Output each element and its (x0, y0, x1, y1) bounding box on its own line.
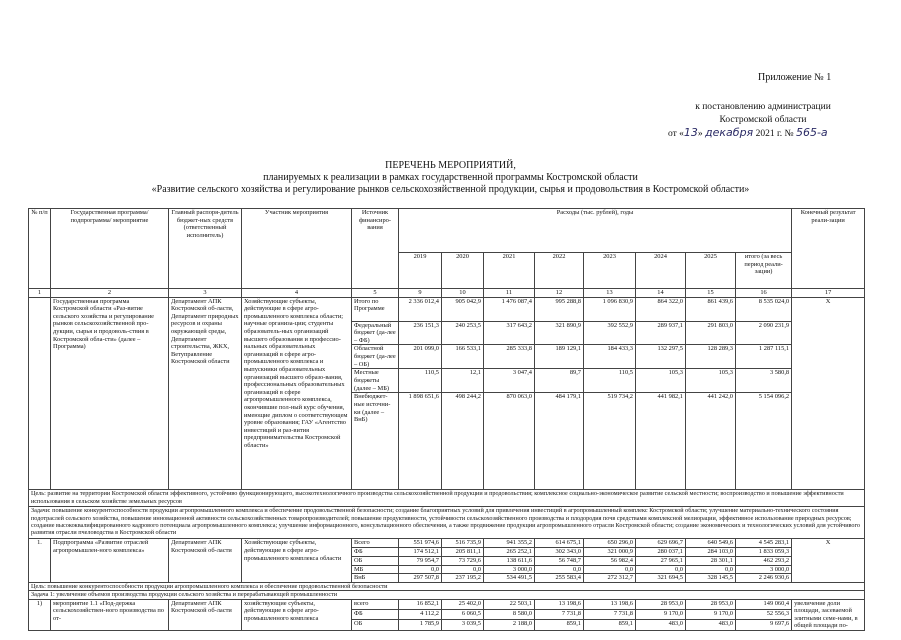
program-name: Государственная программа Костромской области «Раз-витие сельского хозяйства и регулирование рынков сельскохозяйственной про-дукции, сырья и продоволь-ствия в Костромской обла-сти» (далее – Программа) (51, 297, 169, 490)
year-2022: 2022 (535, 253, 584, 289)
value-cell: 289 937,1 (636, 321, 686, 345)
value-cell: 8 535 024,0 (736, 297, 792, 321)
source-cell: ВнБ (352, 574, 399, 583)
value-cell: 201 099,0 (399, 345, 442, 369)
value-cell: 8 580,0 (484, 610, 535, 620)
value-cell: 1 898 651,6 (399, 393, 442, 490)
year-2020: 2020 (442, 253, 484, 289)
value-cell: 0,0 (636, 565, 686, 574)
value-cell: 0,0 (686, 565, 736, 574)
value-cell: 132 297,5 (636, 345, 686, 369)
appendix-line-2: Костромской области (719, 115, 807, 125)
value-cell: 614 675,1 (535, 539, 584, 548)
value-cell: 56 748,7 (535, 556, 584, 565)
value-cell: 7 731,8 (584, 610, 636, 620)
sub1-grbs: Департамент АПК Костромской об-ласти (169, 539, 242, 583)
col-num: 14 (636, 289, 686, 298)
col-num: 11 (484, 289, 535, 298)
value-cell: 551 974,6 (399, 539, 442, 548)
header-program: Государственная программа/ подпрограмма/ мероприятие (51, 209, 169, 289)
value-cell: 640 549,6 (686, 539, 736, 548)
value-cell: 13 198,6 (584, 599, 636, 609)
m11-name: мероприятие 1.1 «Под-держка сельскохозяйствен-ного производства по от- (51, 599, 169, 630)
program-row-total (29, 297, 865, 321)
program-tasks: Задачи: повышение конкурентоспособности продукции агропромышленного комплекса и обеспечение продовольственной безопасности; создание благоприятных условий для привлечения инвестиций в агропромышленный комплекс Костромской области; улучшение материально-технического состояния подотраслей сельского хозяйства, повышение инновационной активности сельскохозяйственных товаропроизводителей; повышение продуктивности, устойчивости сельскохозяйственного производства и плодородия почв средствами комплексной мелиорации, эффективное использование природных ресурсов; создание высококвалифицированного кадрового потенциала агропромышленного комплекса; улучшение информационного, консультационного обеспечения, а также продвижение продукции агропромышленного отрасли Костромской области; создание экономических и технологических условий для устойчивого развития отрасли пчеловодства в Костромской области (29, 507, 865, 539)
value-cell: 317 643,2 (484, 321, 535, 345)
value-cell: 25 402,0 (442, 599, 484, 609)
col-num: 17 (792, 289, 865, 298)
program-result: Х (792, 297, 865, 490)
value-cell: 516 735,9 (442, 539, 484, 548)
m11-participant: хозяйствующие субъекты, действующие в сфере агро-промышленного комплекса (242, 599, 352, 630)
tasks-row (29, 507, 865, 539)
value-cell: 27 965,1 (636, 556, 686, 565)
order-month: декабря (705, 126, 754, 139)
value-cell: 174 512,1 (399, 548, 442, 557)
order-day: 13 (683, 126, 698, 139)
m11-num: 1) (29, 599, 51, 630)
value-cell: 79 954,7 (399, 556, 442, 565)
heading-line-3: «Развитие сельского хозяйства и регулирование рынков сельскохозяйственной продукции, сырья и продовольствия в Костромской области» (151, 184, 750, 195)
value-cell: 321 890,9 (535, 321, 584, 345)
value-cell: 255 583,4 (535, 574, 584, 583)
value-cell: 859,1 (584, 620, 636, 630)
value-cell: 128 289,3 (686, 345, 736, 369)
goal2-row (29, 583, 865, 591)
value-cell: 519 734,2 (584, 393, 636, 490)
value-cell: 4 545 283,1 (736, 539, 792, 548)
value-cell: 498 244,2 (442, 393, 484, 490)
value-cell: 3 580,8 (736, 369, 792, 393)
value-cell: 28 953,0 (636, 599, 686, 609)
order-number: 565-а (795, 126, 828, 139)
order-date-line (668, 126, 828, 139)
col-num: 15 (686, 289, 736, 298)
value-cell: 534 491,5 (484, 574, 535, 583)
program-grbs: Департамент АПК Костромской об-ласти, Департамент природных ресурсов и охраны окружающей среды, Департамент строительства, ЖКХ, Ветуправление Костромской области (169, 297, 242, 490)
value-cell: 861 439,6 (686, 297, 736, 321)
value-cell: 52 556,3 (736, 610, 792, 620)
source-cell: Внебюджет-ные источни-ки (далее – ВнБ) (352, 393, 399, 490)
col-num: 1 (29, 289, 51, 298)
col-num: 2 (51, 289, 169, 298)
year-total: итого (за весь период реали-зации) (736, 253, 792, 289)
col-num: 9 (399, 289, 442, 298)
col-num: 10 (442, 289, 484, 298)
header-source: Источник финансиро-вания (352, 209, 399, 289)
appendix-lines (678, 101, 848, 127)
value-cell: 1 096 830,9 (584, 297, 636, 321)
value-cell: 4 112,2 (399, 610, 442, 620)
header-row (29, 209, 865, 253)
value-cell: 205 811,1 (442, 548, 484, 557)
source-cell: всего (352, 599, 399, 609)
order-from: от « (668, 129, 684, 139)
sub1-participant: Хозяйствующие субъекты, действующие в сфере агро-промышленного комплекса области (242, 539, 352, 583)
appendix-title: Приложение № 1 (758, 72, 832, 83)
program-num-cell (29, 297, 51, 490)
sub1-result: Х (792, 539, 865, 583)
value-cell: 483,0 (636, 620, 686, 630)
col-num: 12 (535, 289, 584, 298)
value-cell: 236 151,3 (399, 321, 442, 345)
value-cell: 12,1 (442, 369, 484, 393)
value-cell: 1 476 087,4 (484, 297, 535, 321)
m11-result: увеличение доли площади, засеваемой элитными семе-нами, в общей площади по- (792, 599, 865, 630)
value-cell: 3 000,0 (736, 565, 792, 574)
value-cell: 321 000,9 (584, 548, 636, 557)
column-number-row (29, 289, 865, 298)
value-cell: 89,7 (535, 369, 584, 393)
value-cell: 1 785,9 (399, 620, 442, 630)
value-cell: 302 343,0 (535, 548, 584, 557)
value-cell: 321 694,5 (636, 574, 686, 583)
value-cell: 13 198,6 (535, 599, 584, 609)
value-cell: 149 060,4 (736, 599, 792, 609)
order-year: 2021 г. № (753, 129, 796, 139)
value-cell: 7 731,8 (535, 610, 584, 620)
source-cell: Областной бюджет (да-лее – ОБ) (352, 345, 399, 369)
col-num: 16 (736, 289, 792, 298)
value-cell: 166 533,1 (442, 345, 484, 369)
value-cell: 629 696,7 (636, 539, 686, 548)
value-cell: 2 090 231,9 (736, 321, 792, 345)
value-cell: 284 103,0 (686, 548, 736, 557)
value-cell: 483,0 (686, 620, 736, 630)
value-cell: 905 042,9 (442, 297, 484, 321)
header-grbs: Главный распоря-дитель бюджет-ных средств (ответственный исполнитель) (169, 209, 242, 289)
value-cell: 0,0 (584, 565, 636, 574)
value-cell: 56 982,4 (584, 556, 636, 565)
value-cell: 3 039,5 (442, 620, 484, 630)
m11-row-total (29, 599, 865, 609)
value-cell: 3 047,4 (484, 369, 535, 393)
value-cell: 859,1 (535, 620, 584, 630)
value-cell: 1 287 115,1 (736, 345, 792, 369)
value-cell: 3 000,0 (484, 565, 535, 574)
source-cell: Местные бюджеты (далее – МБ) (352, 369, 399, 393)
value-cell: 297 507,8 (399, 574, 442, 583)
sub1-goal: Цель: повышение конкурентоспособности продукции агропромышленного комплекса и обеспечение продовольственной безопасности (29, 583, 865, 591)
value-cell: 138 611,6 (484, 556, 535, 565)
heading-line-2: планируемых к реализации в рамках государственной программы Костромской области (263, 172, 638, 183)
order-mid: » (697, 129, 706, 139)
sub1-task: Задача 1: увеличение объемов производства продукции сельского хозяйства и перерабатывающей промышленности (29, 591, 865, 599)
value-cell: 2 336 012,4 (399, 297, 442, 321)
source-cell: ОБ (352, 620, 399, 630)
header-result: Конечный результат реали-зации (792, 209, 865, 289)
value-cell: 6 060,5 (442, 610, 484, 620)
value-cell: 110,5 (584, 369, 636, 393)
value-cell: 9 170,0 (636, 610, 686, 620)
heading-line-1: ПЕРЕЧЕНЬ МЕРОПРИЯТИЙ, (385, 160, 516, 171)
year-2019: 2019 (399, 253, 442, 289)
header-participant: Участник мероприятия (242, 209, 352, 289)
value-cell: 441 242,0 (686, 393, 736, 490)
value-cell: 237 195,2 (442, 574, 484, 583)
value-cell: 110,5 (399, 369, 442, 393)
value-cell: 2 246 930,6 (736, 574, 792, 583)
value-cell: 864 322,0 (636, 297, 686, 321)
year-2021: 2021 (484, 253, 535, 289)
value-cell: 941 355,2 (484, 539, 535, 548)
source-cell: ФБ (352, 548, 399, 557)
source-cell: Итого по Программе (352, 297, 399, 321)
value-cell: 28 953,0 (686, 599, 736, 609)
value-cell: 328 145,5 (686, 574, 736, 583)
col-num: 13 (584, 289, 636, 298)
source-cell: МБ (352, 565, 399, 574)
header-num: № п/п (29, 209, 51, 289)
value-cell: 0,0 (442, 565, 484, 574)
m11-grbs: Департамент АПК Костромской об-ласти (169, 599, 242, 630)
value-cell: 280 037,1 (636, 548, 686, 557)
year-2024: 2024 (636, 253, 686, 289)
year-2023: 2023 (584, 253, 636, 289)
value-cell: 995 288,8 (535, 297, 584, 321)
value-cell: 240 253,5 (442, 321, 484, 345)
program-participant: Хозяйствующие субъекты, действующие в сфере агро-промышленного комплекса области; научные организа-ции; студенты образователь-ных организаций высшего образования и профессио-нальных образовательных организаций в сфере агро-промышленного комплекса и выпускники образовательных организаций высшего образо-вания, профессиональных образовательных организаций в сфере агропромышленного комплекса, окончившие пол-ный курс обучения, имеющие диплом о соответствующем уровне образования; ГАУ «Агентство инвестиций и раз-вития предпринимательства Костромской области» (242, 297, 352, 490)
source-cell: ФБ (352, 610, 399, 620)
value-cell: 0,0 (535, 565, 584, 574)
goal-row (29, 490, 865, 507)
year-2025: 2025 (686, 253, 736, 289)
value-cell: 1 833 059,3 (736, 548, 792, 557)
value-cell: 28 301,1 (686, 556, 736, 565)
source-cell: Федеральный бюджет (да-лее – ФБ) (352, 321, 399, 345)
value-cell: 870 063,0 (484, 393, 535, 490)
value-cell: 265 252,1 (484, 548, 535, 557)
task2-row (29, 591, 865, 599)
sub1-name: Подпрограмма «Развитие отраслей агропромышлен-ного комплекса» (51, 539, 169, 583)
value-cell: 16 852,1 (399, 599, 442, 609)
col-num: 3 (169, 289, 242, 298)
value-cell: 291 803,0 (686, 321, 736, 345)
source-cell: ОБ (352, 556, 399, 565)
source-cell: Всего (352, 539, 399, 548)
value-cell: 484 179,1 (535, 393, 584, 490)
value-cell: 272 312,7 (584, 574, 636, 583)
sub1-num: 1. (29, 539, 51, 583)
value-cell: 441 982,1 (636, 393, 686, 490)
value-cell: 9 170,0 (686, 610, 736, 620)
col-num: 5 (352, 289, 399, 298)
value-cell: 650 296,0 (584, 539, 636, 548)
value-cell: 462 293,2 (736, 556, 792, 565)
value-cell: 105,3 (636, 369, 686, 393)
sub1-row-total (29, 539, 865, 548)
value-cell: 184 433,3 (584, 345, 636, 369)
value-cell: 105,3 (686, 369, 736, 393)
value-cell: 392 552,9 (584, 321, 636, 345)
value-cell: 73 729,6 (442, 556, 484, 565)
value-cell: 285 333,8 (484, 345, 535, 369)
value-cell: 0,0 (399, 565, 442, 574)
program-goal: Цель: развитие на территории Костромской области эффективного, устойчиво функционирующего, высокотехнологичного производства сельскохозяйственной продукции и продовольствия; комплексное социально-экономическое развитие сельской местности; воспроизводство и повышение эффективности использования в сельском хозяйстве земельных ресурсов (29, 490, 865, 507)
value-cell: 5 154 096,2 (736, 393, 792, 490)
header-expenses: Расходы (тыс. рублей), годы (399, 209, 792, 253)
value-cell: 9 697,6 (736, 620, 792, 630)
measures-table (28, 208, 865, 631)
value-cell: 2 188,0 (484, 620, 535, 630)
value-cell: 189 129,1 (535, 345, 584, 369)
value-cell: 22 503,1 (484, 599, 535, 609)
appendix-line-1: к постановлению администрации (695, 102, 831, 112)
col-num: 4 (242, 289, 352, 298)
